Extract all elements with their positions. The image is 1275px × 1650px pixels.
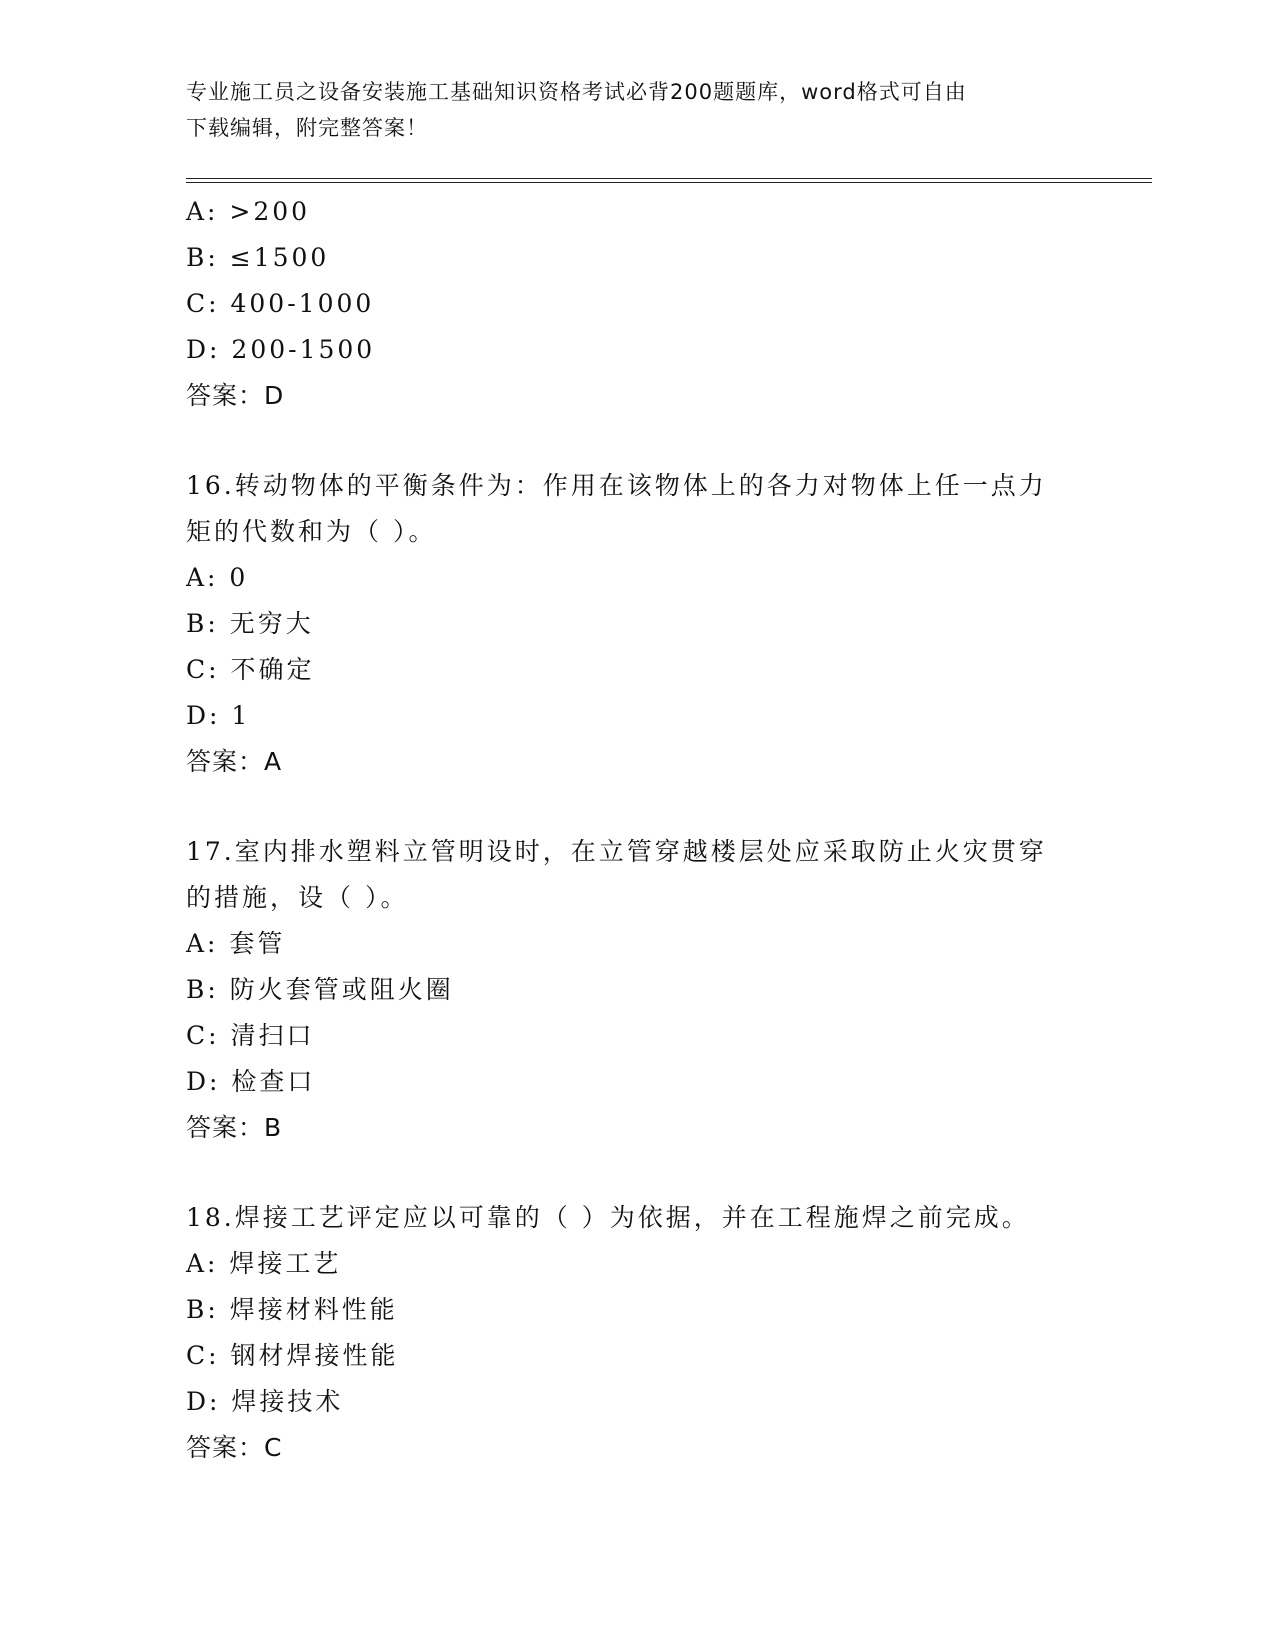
- option-d: D: 检查口: [186, 1067, 316, 1096]
- header-line-1: 专业施工员之设备安装施工基础知识资格考试必背200题题库，word格式可自由: [186, 80, 967, 104]
- question-text-line: 矩的代数和为（ ）。: [186, 517, 437, 546]
- question-text-line: 17.室内排水塑料立管明设时，在立管穿越楼层处应采取防止火灾贯穿: [186, 837, 1047, 866]
- document-header: [186, 74, 1086, 146]
- question-18: [186, 1195, 1086, 1471]
- answer: 答案：C: [186, 1433, 283, 1462]
- option-d: D: 200-1500: [186, 335, 376, 364]
- question-text-line: 的措施，设（ ）。: [186, 883, 409, 912]
- option-a: A: 套管: [186, 929, 286, 958]
- question-list: [186, 189, 1086, 1471]
- option-c: C: 清扫口: [186, 1021, 315, 1050]
- option-d: D: 焊接技术: [186, 1387, 344, 1416]
- header-rule-top: [186, 178, 1152, 179]
- option-b: B: ≤1500: [186, 243, 330, 272]
- question-text-line: 18.焊接工艺评定应以可靠的（ ）为依据，并在工程施焊之前完成。: [186, 1203, 1030, 1232]
- option-c: C: 400-1000: [186, 289, 375, 318]
- answer: 答案：D: [186, 381, 285, 410]
- spacer: [186, 785, 1086, 829]
- option-a: A: 0: [186, 563, 249, 592]
- option-d: D: 1: [186, 701, 251, 730]
- option-b: B: 无穷大: [186, 609, 314, 638]
- answer: 答案：B: [186, 1113, 283, 1142]
- option-c: C: 钢材焊接性能: [186, 1341, 399, 1370]
- question-15: [186, 189, 1086, 419]
- question-text-line: 16.转动物体的平衡条件为：作用在该物体上的各力对物体上任一点力: [186, 471, 1047, 500]
- question-17: [186, 829, 1086, 1151]
- spacer: [186, 1151, 1086, 1195]
- option-b: B: 焊接材料性能: [186, 1295, 398, 1324]
- header-line-2: 下载编辑，附完整答案！: [186, 116, 428, 140]
- option-b: B: 防火套管或阻火圈: [186, 975, 454, 1004]
- header-rule-bottom: [186, 182, 1152, 183]
- option-a: A: 焊接工艺: [186, 1249, 342, 1278]
- question-16: [186, 463, 1086, 785]
- option-c: C: 不确定: [186, 655, 315, 684]
- option-a: A: >200: [186, 197, 311, 226]
- answer: 答案：A: [186, 747, 283, 776]
- spacer: [186, 419, 1086, 463]
